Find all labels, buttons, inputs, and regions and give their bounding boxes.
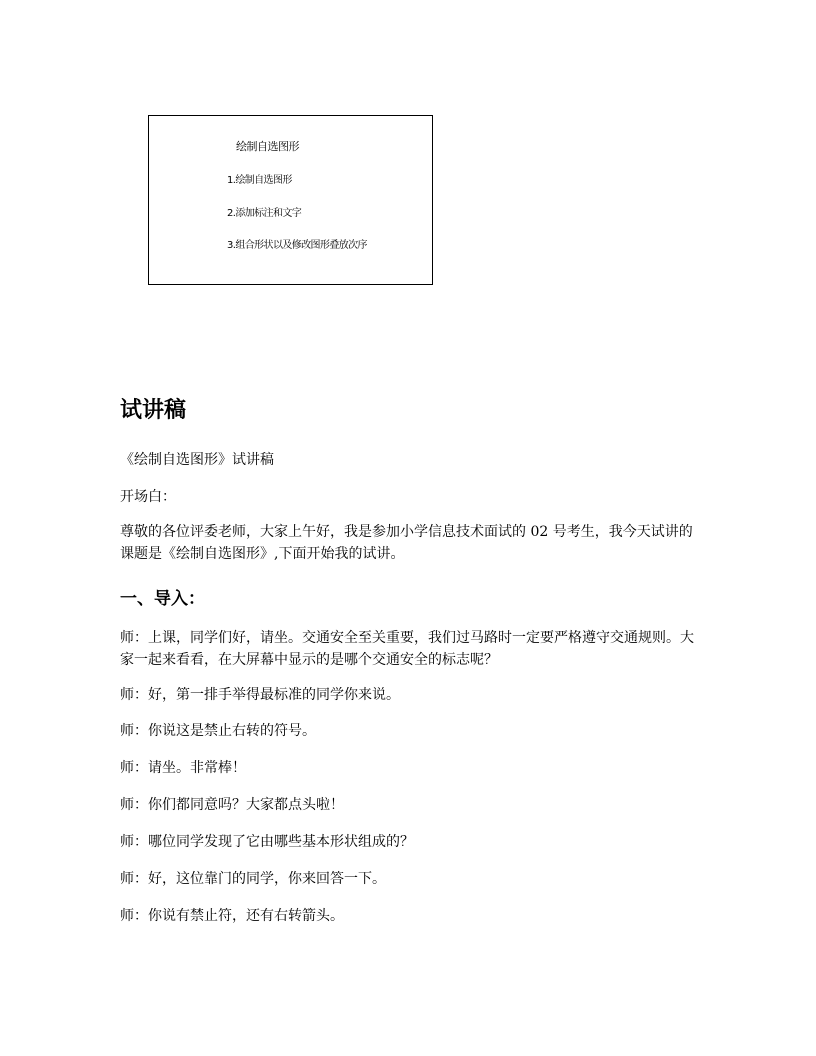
document-heading: 试讲稿 — [120, 397, 187, 423]
opening-paragraph: 尊敬的各位评委老师，大家上午好，我是参加小学信息技术面试的 02 号考生，我今天试讲的课题是《绘制自选图形》,下面开始我的试讲。 — [120, 524, 693, 562]
dialogue-line: 师：你说有禁止符，还有右转箭头。 — [120, 908, 344, 924]
board-title: 绘制自选图形 — [236, 140, 299, 153]
board-item: 1.绘制自选图形 — [227, 175, 292, 186]
dialogue-line: 师：哪位同学发现了它由哪些基本形状组成的？ — [120, 834, 414, 850]
dialogue-line: 师：你们都同意吗？大家都点头啦！ — [120, 797, 344, 813]
dialogue-line: 师：好，这位靠门的同学，你来回答一下。 — [120, 871, 386, 887]
dialogue-line: 师：你说这是禁止右转的符号。 — [120, 723, 316, 739]
dialogue-line: 师：好，第一排手举得最标准的同学你来说。 — [120, 687, 400, 703]
board-item: 3.组合形状以及修改图形叠放次序 — [227, 240, 367, 251]
section-heading-intro: 一、导入： — [120, 589, 205, 609]
document-subtitle: 《绘制自选图形》试讲稿 — [120, 452, 274, 468]
dialogue-line: 师：上课，同学们好，请坐。交通安全至关重要，我们过马路时一定要严格遵守交通规则。大家一起来看看，在大屏幕中显示的是哪个交通安全的标志呢？ — [120, 630, 694, 668]
blackboard-design-box — [148, 115, 433, 285]
opening-label: 开场白： — [120, 489, 176, 505]
dialogue-line: 师：请坐。非常棒！ — [120, 760, 246, 776]
board-item: 2.添加标注和文字 — [227, 208, 302, 219]
